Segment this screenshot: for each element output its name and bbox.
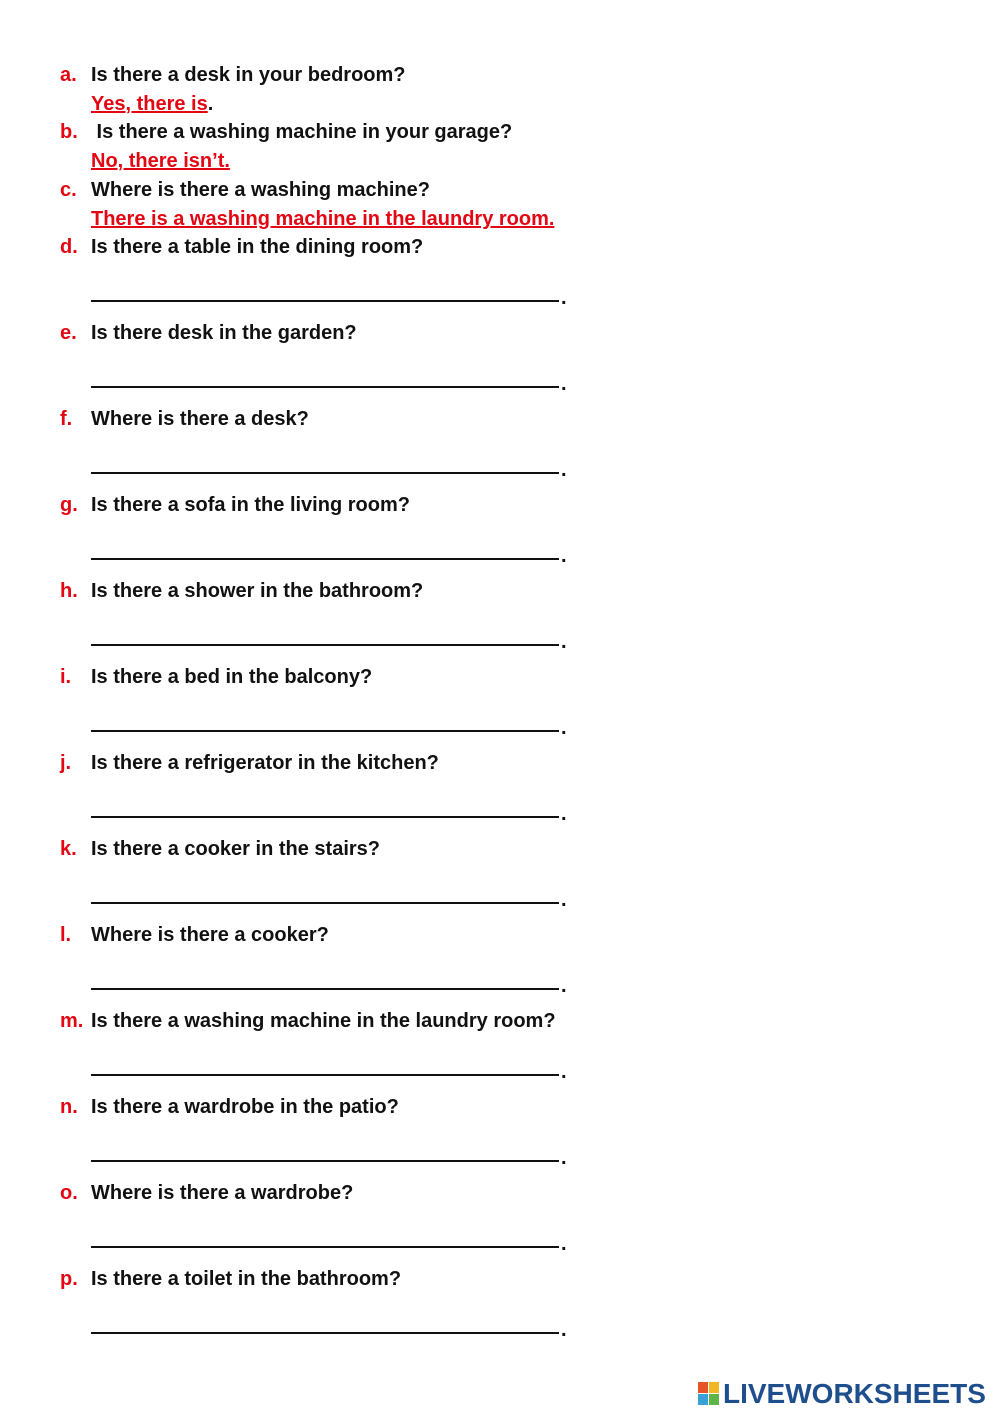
exercise-item-l xyxy=(60,920,960,997)
exercise-item-e xyxy=(60,318,960,395)
blank-period: . xyxy=(561,889,567,911)
item-question: Where is there a washing machine? xyxy=(91,179,430,201)
answer-blank[interactable] xyxy=(91,472,559,474)
answer-blank[interactable] xyxy=(91,730,559,732)
answer-blank[interactable] xyxy=(91,816,559,818)
item-question: Is there a cooker in the stairs? xyxy=(91,838,380,860)
blank-period: . xyxy=(561,287,567,309)
answer-blank[interactable] xyxy=(91,386,559,388)
item-question: Is there a desk in your bedroom? xyxy=(91,64,406,86)
blank-period: . xyxy=(561,1061,567,1083)
item-answer: Yes, there is. xyxy=(91,93,214,115)
exercise-item-a xyxy=(60,60,960,115)
item-letter: g. xyxy=(60,494,78,516)
item-letter: j. xyxy=(60,752,72,774)
item-question: Is there desk in the garden? xyxy=(91,322,357,344)
item-letter: h. xyxy=(60,580,78,602)
item-letter: d. xyxy=(60,236,78,258)
item-letter: a. xyxy=(60,64,77,86)
item-question: Is there a refrigerator in the kitchen? xyxy=(91,752,439,774)
answer-blank[interactable] xyxy=(91,1246,559,1248)
item-letter: n. xyxy=(60,1096,78,1118)
item-letter: i. xyxy=(60,666,72,688)
blank-period: . xyxy=(561,545,567,567)
answer-blank[interactable] xyxy=(91,902,559,904)
item-letter: o. xyxy=(60,1182,78,1204)
exercise-item-k xyxy=(60,834,960,911)
item-question: Is there a shower in the bathroom? xyxy=(91,580,424,602)
answer-blank[interactable] xyxy=(91,1160,559,1162)
item-letter: m. xyxy=(60,1010,84,1032)
logo-text: LIVEWORKSHEETS xyxy=(723,1378,986,1409)
blank-period: . xyxy=(561,459,567,481)
item-question: Is there a washing machine in your garage? xyxy=(91,121,513,143)
exercise-item-h xyxy=(60,576,960,653)
item-question: Where is there a wardrobe? xyxy=(91,1182,354,1204)
blank-period: . xyxy=(561,1319,567,1341)
exercise-item-c xyxy=(60,175,960,230)
answer-blank[interactable] xyxy=(91,558,559,560)
item-question: Where is there a cooker? xyxy=(91,924,329,946)
exercise-item-g xyxy=(60,490,960,567)
item-answer: No, there isn’t. xyxy=(91,150,230,172)
exercise-item-o xyxy=(60,1178,960,1255)
exercise-item-b xyxy=(60,117,960,172)
exercise-item-m xyxy=(60,1006,960,1083)
blank-period: . xyxy=(561,1233,567,1255)
answer-blank[interactable] xyxy=(91,988,559,990)
blank-period: . xyxy=(561,803,567,825)
item-question: Is there a table in the dining room? xyxy=(91,236,424,258)
liveworksheets-logo xyxy=(698,1378,986,1410)
answer-blank[interactable] xyxy=(91,644,559,646)
exercise-item-f xyxy=(60,404,960,481)
item-letter: e. xyxy=(60,322,77,344)
exercise-item-p xyxy=(60,1264,960,1341)
exercise-item-i xyxy=(60,662,960,739)
item-question: Is there a toilet in the bathroom? xyxy=(91,1268,402,1290)
exercise-item-n xyxy=(60,1092,960,1169)
item-question: Is there a wardrobe in the patio? xyxy=(91,1096,399,1118)
item-letter: l. xyxy=(60,924,72,946)
item-letter: c. xyxy=(60,179,77,201)
item-letter: f. xyxy=(60,408,73,430)
blank-period: . xyxy=(561,717,567,739)
item-question: Is there a washing machine in the laundry room? xyxy=(91,1010,556,1032)
item-question: Where is there a desk? xyxy=(91,408,309,430)
item-letter: k. xyxy=(60,838,77,860)
exercise-item-j xyxy=(60,748,960,825)
answer-blank[interactable] xyxy=(91,1074,559,1076)
item-letter: p. xyxy=(60,1268,78,1290)
exercise-item-d xyxy=(60,232,960,309)
answer-blank[interactable] xyxy=(91,1332,559,1334)
item-question: Is there a bed in the balcony? xyxy=(91,666,373,688)
blank-period: . xyxy=(561,1147,567,1169)
liveworksheets-logo-icon xyxy=(698,1382,720,1406)
blank-period: . xyxy=(561,631,567,653)
item-answer: There is a washing machine in the laundry room. xyxy=(91,208,555,230)
item-question: Is there a sofa in the living room? xyxy=(91,494,410,516)
item-letter: b. xyxy=(60,121,78,143)
answer-blank[interactable] xyxy=(91,300,559,302)
blank-period: . xyxy=(561,975,567,997)
blank-period: . xyxy=(561,373,567,395)
